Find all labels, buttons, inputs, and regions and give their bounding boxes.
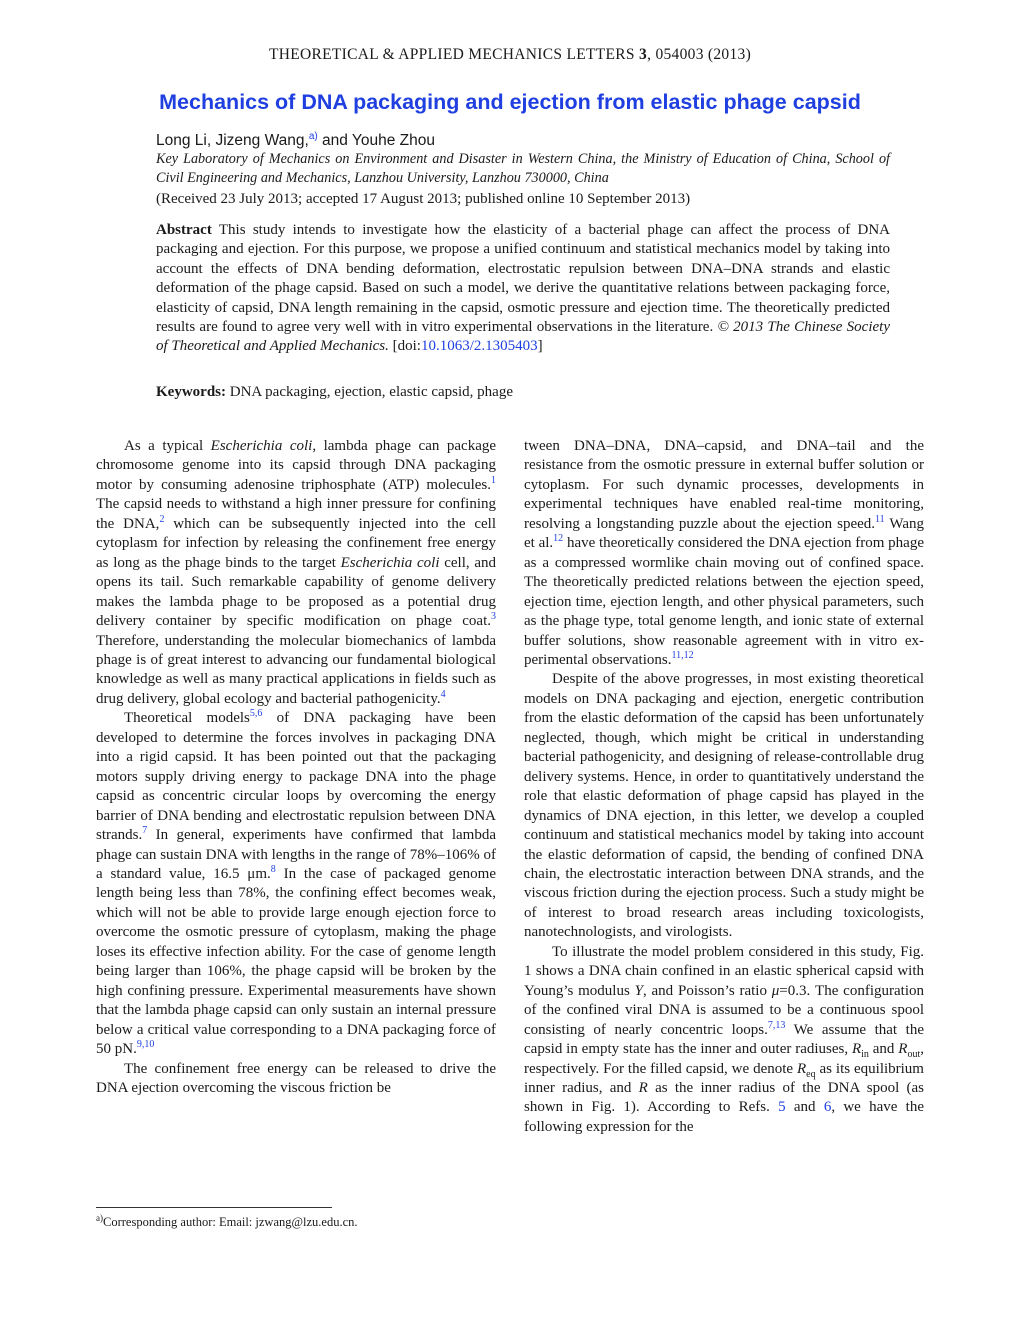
text-run: Therefore, understanding the molecular biomechanics of lambda phage is of great interest to advancing our fundamental biological knowledge as well as many practical applications in fields such as drug delivery, global ecology and bacterial pathogenicity. bbox=[96, 632, 496, 707]
copyright: © 2013 The Chinese Society of Theoretical and Applied Mechanics. bbox=[156, 319, 890, 355]
math-symbol: R bbox=[851, 1041, 862, 1058]
paragraph bbox=[96, 437, 496, 709]
text-run: have theoretically considered the DNA ejection from phage as a compressed wormlike chain moving out of confined space. The theoretically predicted relations between the ejection speed, ejection time, ejection length, and other physical parameters, such as the phage type, total genome length, and ionic state of external buffer solutions, show reasonable agreement with in vitro experimental observations. bbox=[524, 535, 924, 668]
citation-link[interactable]: 4 bbox=[440, 688, 446, 700]
corresponding-mark[interactable]: a) bbox=[308, 131, 318, 142]
doi-suffix: ] bbox=[537, 338, 543, 355]
citation-link[interactable]: 2 bbox=[159, 513, 165, 525]
abstract-text: This study intends to investigate how the elasticity of a bacterial phage can affect the process of DNA packaging and ejection. For this purpose, we propose a unified continuum and statistical mechanics model by taking into account the effects of DNA bending deformation, electrostatic repulsion between DNA–DNA strands and elastic deformation of the phage capsid. Based on such a model, we derive the quantitative relations between packaging force, elasticity of capsid, DNA length remaining in the capsid, osmotic pressure and ejection time. The theoretically predicted results are found to agree very well with in vitro experimental observations in the literature. bbox=[156, 222, 890, 336]
keywords-label: Keywords: bbox=[156, 384, 226, 400]
author-list bbox=[156, 131, 435, 150]
citation-link[interactable]: 1 bbox=[491, 474, 496, 486]
text-run: , lambda phage can package chromosome genome into its capsid through DNA packaging motor by consuming adenosine triphosphate (ATP) molecules. bbox=[96, 438, 497, 493]
right-column bbox=[524, 437, 924, 1137]
species-name: Escherichia coli bbox=[210, 438, 313, 454]
citation-link[interactable]: 11 bbox=[875, 513, 885, 525]
paragraph bbox=[96, 709, 496, 1059]
text-run: and bbox=[868, 1041, 899, 1058]
abstract bbox=[156, 221, 890, 357]
text-run: of DNA packaging have been developed to determine the forces involves in packaging DNA into a rigid capsid. It has been pointed out that the packaging motors supply driving energy to package DNA into the phage capsid as concentric circular loops by overcoming the energy barrier of DNA bending and electrostatic repulsion between DNA strands. bbox=[96, 710, 497, 844]
paper-title: Mechanics of DNA packaging and ejection from elastic phage capsid bbox=[159, 90, 861, 114]
footnote-rule bbox=[96, 1207, 332, 1208]
citation-link[interactable]: 9,10 bbox=[136, 1039, 155, 1051]
text-run: which can be subsequently injected into the cell cytoplasm for infection by releasing the confinement free energy as long as the phage binds to the target bbox=[96, 515, 496, 571]
text-run: tween DNA–DNA, DNA–capsid, and DNA–tail and the resistance from the osmotic pressure in external buffer solution or cytoplasm. For such dynamic processes, developments in experimental techniques have enabled real-time monitoring, resolving a longstanding puzzle about the ejection speed. bbox=[524, 438, 924, 532]
left-column bbox=[96, 437, 496, 1098]
citation-link[interactable]: 3 bbox=[491, 611, 496, 623]
journal-header bbox=[0, 46, 1020, 64]
paragraph bbox=[524, 943, 924, 1138]
math-symbol: R bbox=[796, 1060, 807, 1077]
received-dates: (Received 23 July 2013; accepted 17 August 2013; published online 10 September 2013) bbox=[156, 191, 691, 207]
math-symbol: R bbox=[898, 1041, 908, 1058]
paragraph bbox=[524, 437, 924, 670]
math-symbol: R bbox=[638, 1079, 648, 1096]
text-run: as the inner radius of the DNA spool (as shown in Fig. 1). According to Refs. bbox=[524, 1079, 924, 1116]
keywords-text: DNA packaging, ejection, elastic capsid, phage bbox=[226, 384, 513, 400]
math-symbol: μ bbox=[771, 982, 780, 999]
article-number: , 054003 (2013) bbox=[647, 46, 752, 63]
paragraph: Despite of the above progresses, in most existing theoretical models on DNA packaging and ejection, energetic contribution from the elastic deformation of the capsid has been unfortunately neglected, though, which might be critical in understanding bacterial pathogenicity, and designing of release-controllable drug delivery systems. Hence, in order to quantitatively understand the role that elastic deformation of phage capsid has played in the dynamics of DNA ejection, in this letter, we develop a coupled continuum and statistical mechanics model by taking into account the elastic deformation of capsid, the bending of confined DNA chain, the electrostatic interaction between DNA strands, and the viscous friction during the ejection process. Such a study might be of interest to broad research areas including toxicologists, nanotechnologists, and virologists. bbox=[524, 671, 924, 941]
citation-link[interactable]: 7 bbox=[142, 825, 148, 837]
math-symbol: Y bbox=[634, 982, 643, 999]
text-run: Theoretical models bbox=[124, 710, 250, 727]
journal-name: THEORETICAL & APPLIED MECHANICS LETTERS bbox=[268, 46, 635, 63]
keywords bbox=[156, 384, 513, 401]
paragraph: The confinement free energy can be released to drive the DNA ejection overcoming the viscous friction be bbox=[96, 1060, 496, 1096]
text-run: , respectively. For the filled capsid, we denote bbox=[524, 1041, 924, 1077]
abstract-label: Abstract bbox=[156, 222, 212, 238]
text-run: , and Poisson’s ratio bbox=[642, 982, 772, 999]
math-subscript: in bbox=[861, 1049, 869, 1061]
citation-link[interactable]: 12 bbox=[553, 533, 564, 545]
math-subscript: eq bbox=[806, 1068, 816, 1080]
text-run: To illustrate the model problem considered in this study, Fig. 1 shows a DNA chain confined in an elastic spherical capsid with Young’s modulus bbox=[524, 943, 924, 999]
affiliation: Key Laboratory of Mechanics on Environment and Disaster in Western China, the Ministry of Education of China, School of Civil Engineering and Mechanics, Lanzhou University, Lanzhou 730000, China bbox=[156, 151, 890, 186]
citation-link[interactable]: 11,12 bbox=[671, 649, 694, 661]
citation-link[interactable]: 5,6 bbox=[249, 708, 263, 720]
text-run: =0.3. The configuration of the confined viral DNA is assumed to be a continuous spool consisting of nearly concentric loops. bbox=[524, 982, 924, 1038]
reference-link[interactable]: 5 bbox=[778, 1099, 786, 1116]
text-run: In the case of packaged genome length being less than 78%, the confining effect becomes weak, which will not be able to provide large enough ejection force to overcome the osmotic pressure of cytoplasm, making the phage loses its effective infection ability. For the case of genome length being larger than 106%, the phage capsid will be broken by the high confining pressure. Experimental measurements have shown that the lambda phage capsid can only sustain an internal pressure below a critical value corresponding to a DNA packaging force of 50 pN. bbox=[96, 865, 496, 1058]
text-run: and bbox=[785, 1099, 824, 1116]
math-subscript: out bbox=[907, 1049, 921, 1061]
text-run: We assume that the capsid in empty state has the inner and outer radiuses, bbox=[524, 1021, 924, 1058]
text-run: As a typical bbox=[124, 438, 211, 454]
footnote-mark: a) bbox=[96, 1213, 103, 1223]
text-run: , we have the following expression for the bbox=[524, 1099, 924, 1135]
citation-link[interactable]: 7,13 bbox=[767, 1019, 786, 1031]
journal-volume: 3 bbox=[639, 46, 648, 63]
text-run: The capsid needs to withstand a high inner pressure for confining the DNA, bbox=[96, 496, 496, 532]
species-name: Escherichia coli bbox=[340, 554, 440, 571]
doi-prefix: [doi: bbox=[388, 338, 421, 355]
doi-link[interactable]: 10.1063/2.1305403 bbox=[420, 338, 538, 355]
footnote bbox=[96, 1213, 358, 1230]
reference-link[interactable]: 6 bbox=[823, 1099, 832, 1116]
citation-link[interactable]: 8 bbox=[270, 863, 276, 875]
text-run: cell, and opens its tail. Such remarkable capability of genome delivery makes the lambda phage to be proposed as a potential drug delivery container by specific modification on phage coat. bbox=[96, 554, 496, 630]
text-run: Wang et al. bbox=[524, 515, 924, 552]
text-run: In general, experiments have confirmed that lambda phage can sustain DNA with lengths in the range of 78%–106% of a standard value, 16.5 μm. bbox=[96, 827, 496, 882]
authors-part2: and Youhe Zhou bbox=[317, 132, 435, 150]
authors-part1: Long Li, Jizeng Wang, bbox=[156, 132, 309, 150]
footnote-text: Corresponding author: Email: jzwang@lzu.edu.cn. bbox=[103, 1215, 358, 1230]
text-run: as its equilibrium inner radius, and bbox=[524, 1060, 924, 1096]
